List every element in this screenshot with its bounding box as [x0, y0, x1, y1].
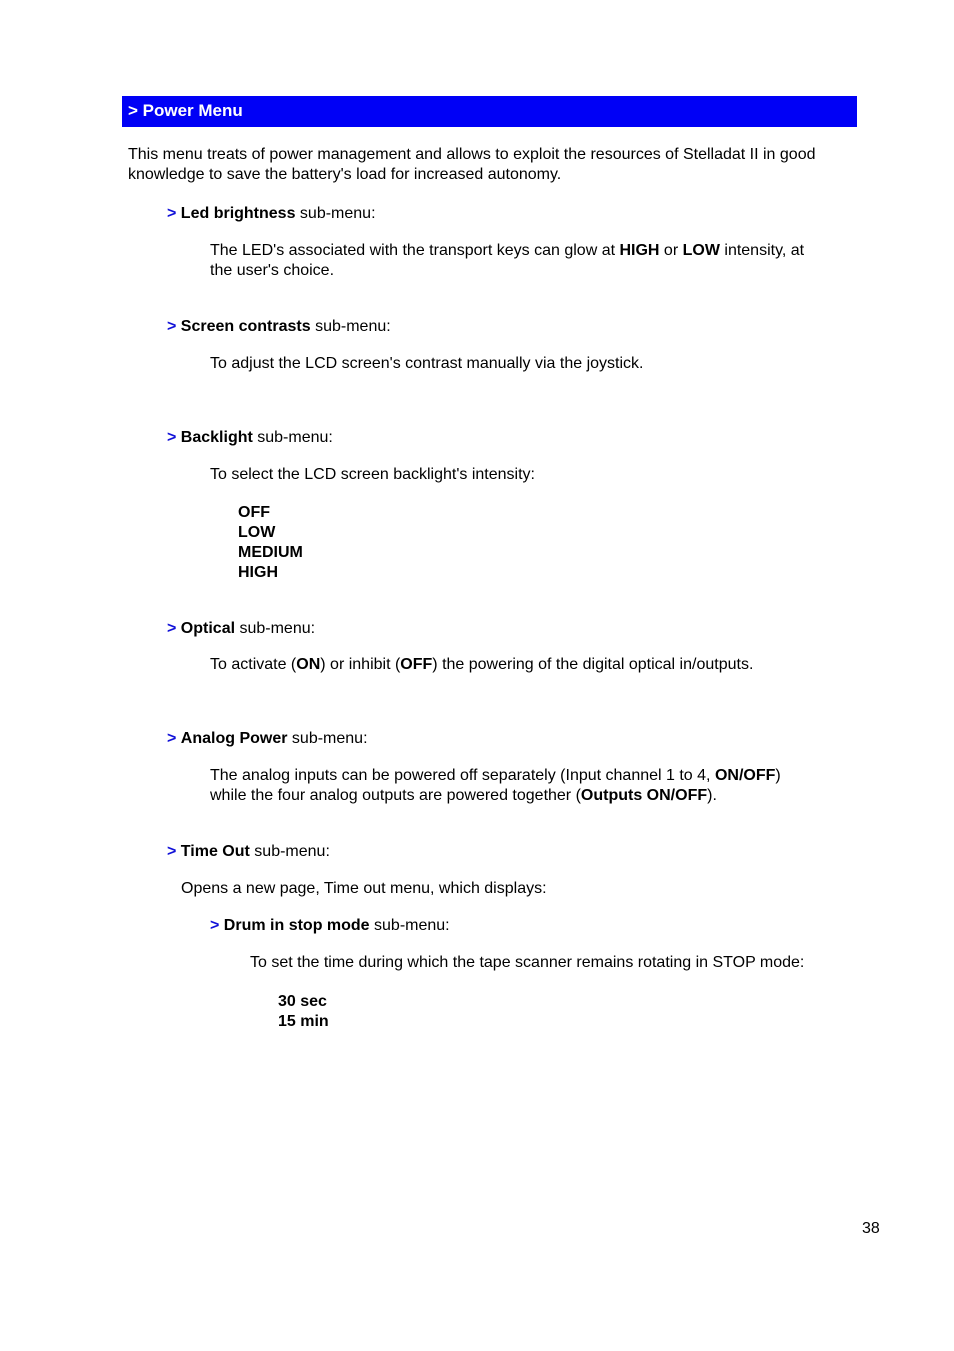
- intro-line-2: knowledge to save the battery's load for increased autonomy.: [128, 166, 562, 183]
- submenu-suffix: sub-menu:: [369, 917, 450, 934]
- submenu-heading-led-brightness: [167, 204, 376, 224]
- submenu-suffix: sub-menu:: [295, 205, 376, 222]
- arrow-icon: >: [167, 730, 177, 747]
- list-item: OFF: [238, 504, 270, 521]
- arrow-icon: >: [167, 843, 177, 860]
- submenu-name: Optical: [180, 620, 236, 637]
- submenu-suffix: sub-menu:: [252, 429, 333, 446]
- submenu-name: Analog Power: [180, 730, 288, 747]
- submenu-heading-optical: [167, 619, 315, 639]
- section-title: > Power Menu: [128, 101, 243, 120]
- drum-options-list: [278, 992, 329, 1032]
- arrow-icon: >: [210, 917, 220, 934]
- analog-power-description: The analog inputs can be powered off separately (Input channel 1 to 4, ON/OFF) while the four analog outputs are powered together (Outputs ON/OFF).: [210, 767, 781, 804]
- submenu-name: Drum in stop mode: [223, 917, 370, 934]
- submenu-heading-analog-power: [167, 729, 368, 749]
- list-item: MEDIUM: [238, 544, 303, 561]
- submenu-name: Led brightness: [180, 205, 296, 222]
- arrow-icon: >: [167, 205, 177, 222]
- page-number: 38: [862, 1220, 880, 1237]
- submenu-suffix: sub-menu:: [249, 843, 330, 860]
- submenu-suffix: sub-menu:: [310, 318, 391, 335]
- section-header-banner: [122, 96, 857, 127]
- time-out-description: Opens a new page, Time out menu, which displays:: [181, 880, 547, 897]
- list-item: LOW: [238, 524, 276, 541]
- list-item: 15 min: [278, 1013, 329, 1030]
- submenu-heading-time-out: [167, 842, 330, 862]
- submenu-suffix: sub-menu:: [235, 620, 316, 637]
- backlight-description: To select the LCD screen backlight's intensity:: [210, 466, 535, 483]
- submenu-name: Backlight: [180, 429, 253, 446]
- arrow-icon: >: [167, 620, 177, 637]
- arrow-icon: >: [167, 318, 177, 335]
- submenu-suffix: sub-menu:: [287, 730, 368, 747]
- drum-in-stop-mode-description: To set the time during which the tape scanner remains rotating in STOP mode:: [250, 954, 805, 971]
- submenu-name: Time Out: [180, 843, 250, 860]
- screen-contrasts-description: To adjust the LCD screen's contrast manually via the joystick.: [210, 355, 644, 372]
- optical-description: To activate (ON) or inhibit (OFF) the powering of the digital optical in/outputs.: [210, 656, 754, 673]
- arrow-icon: >: [167, 429, 177, 446]
- led-brightness-description: The LED's associated with the transport keys can glow at HIGH or LOW intensity, at the user's choice.: [210, 242, 805, 279]
- backlight-options-list: [238, 503, 303, 583]
- list-item: HIGH: [238, 564, 278, 581]
- submenu-heading-backlight: [167, 428, 333, 448]
- intro-paragraph: [128, 145, 816, 185]
- intro-line-1: This menu treats of power management and allows to exploit the resources of Stelladat II in good: [128, 146, 816, 163]
- submenu-heading-drum-in-stop-mode: [210, 916, 450, 936]
- submenu-name: Screen contrasts: [180, 318, 311, 335]
- submenu-heading-screen-contrasts: [167, 317, 391, 337]
- list-item: 30 sec: [278, 993, 327, 1010]
